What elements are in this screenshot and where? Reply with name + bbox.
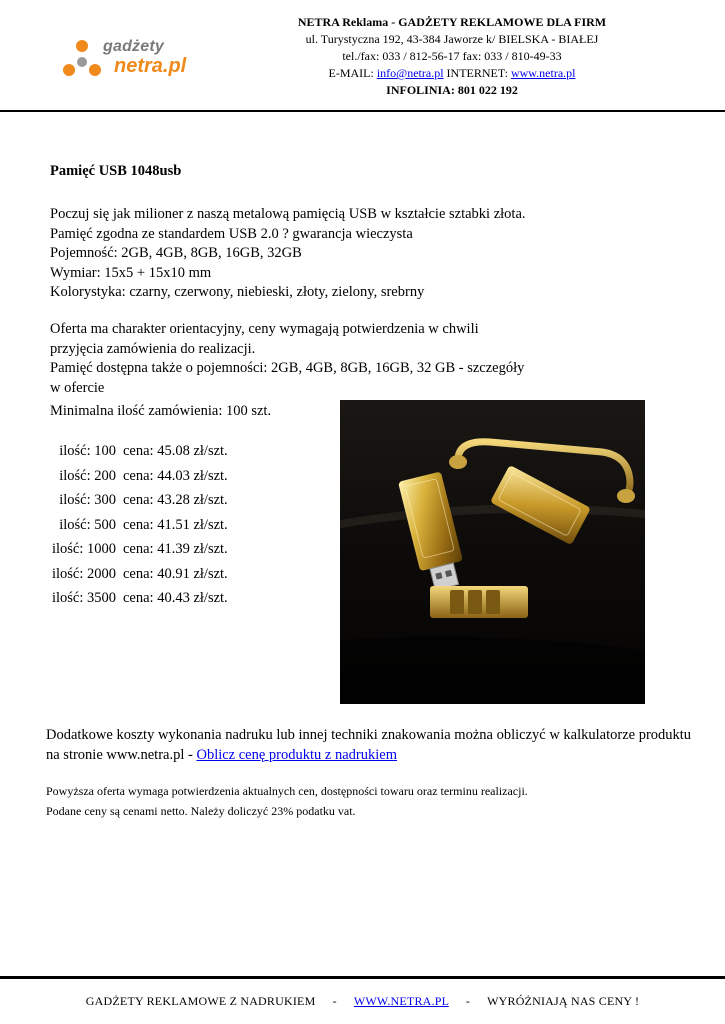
footer-left: GADŻETY REKLAMOWE Z NADRUKIEM bbox=[85, 994, 316, 1008]
logo-text-top: gadżety bbox=[103, 38, 164, 55]
price-qty: ilość: 200 bbox=[59, 467, 116, 484]
product-description bbox=[50, 205, 526, 303]
price-qty: ilość: 1000 bbox=[51, 541, 116, 557]
offer-line: w ofercie bbox=[50, 379, 105, 396]
price-qty: ilość: 3500 bbox=[51, 590, 116, 606]
price-value: cena: 40.91 zł/szt. bbox=[123, 565, 228, 582]
desc-line: Pamięć zgodna ze standardem USB 2.0 ? gwarancja wieczysta bbox=[50, 225, 413, 242]
price-value: cena: 40.43 zł/szt. bbox=[123, 590, 228, 606]
footer-divider bbox=[0, 976, 725, 979]
price-value: cena: 45.08 zł/szt. bbox=[123, 443, 228, 459]
price-qty: ilość: 100 bbox=[59, 443, 116, 459]
vat-note: Podane ceny są cenami netto. Należy doliczyć 23% podatku vat. bbox=[46, 804, 356, 818]
print-cost-prefix: na stronie www.netra.pl - bbox=[46, 746, 197, 763]
price-value: cena: 44.03 zł/szt. bbox=[123, 467, 228, 484]
print-cost-line-2 bbox=[46, 746, 706, 766]
footer-separator: - bbox=[332, 994, 337, 1008]
company-phone: tel./fax: 033 / 812-56-17 fax: 033 / 810-49-33 bbox=[342, 49, 562, 63]
email-link[interactable]: info@netra.pl bbox=[376, 66, 444, 80]
product-photo bbox=[340, 400, 645, 704]
print-cost-info bbox=[46, 726, 706, 765]
desc-line: Kolorystyka: czarny, czerwony, niebieski, złoty, zielony, srebrny bbox=[50, 284, 425, 301]
footer-website-link[interactable]: WWW.NETRA.PL bbox=[353, 994, 449, 1008]
min-order: Minimalna ilość zamówienia: 100 szt. bbox=[50, 403, 272, 419]
desc-line: Poczuj się jak milioner z naszą metalową pamięcią USB w kształcie sztabki złota. bbox=[50, 206, 526, 222]
product-title: Pamięć USB 1048usb bbox=[50, 163, 182, 179]
price-value: cena: 41.51 zł/szt. bbox=[123, 516, 228, 533]
footer-separator: - bbox=[465, 994, 471, 1008]
print-cost-line: Dodatkowe koszty wykonania nadruku lub innej techniki znakowania można obliczyć w kalkulatorze produktu bbox=[46, 727, 692, 743]
email-label: E-MAIL: bbox=[328, 66, 377, 80]
price-table bbox=[50, 443, 290, 613]
price-value: cena: 41.39 zł/szt. bbox=[123, 541, 228, 557]
internet-label: INTERNET: bbox=[443, 66, 511, 80]
price-qty: ilość: 300 bbox=[59, 492, 116, 508]
offer-line: Pamięć dostępna także o pojemności: 2GB, 4GB, 8GB, 16GB, 32 GB - szczegóły bbox=[50, 360, 525, 377]
price-qty: ilość: 500 bbox=[59, 516, 116, 533]
desc-line: Wymiar: 15x5 + 15x10 mm bbox=[50, 264, 212, 281]
offer-line: Oferta ma charakter orientacyjny, ceny wymagają potwierdzenia w chwili bbox=[50, 321, 479, 337]
desc-line: Pojemność: 2GB, 4GB, 8GB, 16GB, 32GB bbox=[50, 245, 302, 262]
logo-mark-icon bbox=[62, 38, 102, 82]
offer-disclaimer: Powyższa oferta wymaga potwierdzenia aktualnych cen, dostępności towaru oraz terminu realizacji. bbox=[46, 784, 528, 798]
header-divider bbox=[0, 110, 725, 112]
price-qty: ilość: 2000 bbox=[51, 565, 116, 582]
price-value: cena: 43.28 zł/szt. bbox=[123, 492, 228, 508]
offer-line: przyjęcia zamówienia do realizacji. bbox=[50, 340, 256, 357]
company-contact bbox=[230, 65, 674, 82]
gold-bar-usb-illustration bbox=[340, 400, 645, 704]
footer-right: WYRÓŻNIAJĄ NAS CENY ! bbox=[487, 994, 640, 1008]
infoline: INFOLINIA: 801 022 192 bbox=[386, 83, 518, 97]
offer-note bbox=[50, 320, 524, 398]
footer bbox=[0, 994, 725, 1009]
company-address: ul. Turystyczna 192, 43-384 Jaworze k/ BIELSKA - BIAŁEJ bbox=[305, 32, 599, 46]
website-link[interactable]: www.netra.pl bbox=[510, 66, 576, 80]
company-name: NETRA Reklama - GADŻETY REKLAMOWE DLA FIRM bbox=[297, 15, 607, 29]
logo-text-bottom: netra.pl bbox=[114, 55, 187, 77]
calc-price-link[interactable]: Oblicz cenę produktu z nadrukiem bbox=[196, 746, 397, 763]
